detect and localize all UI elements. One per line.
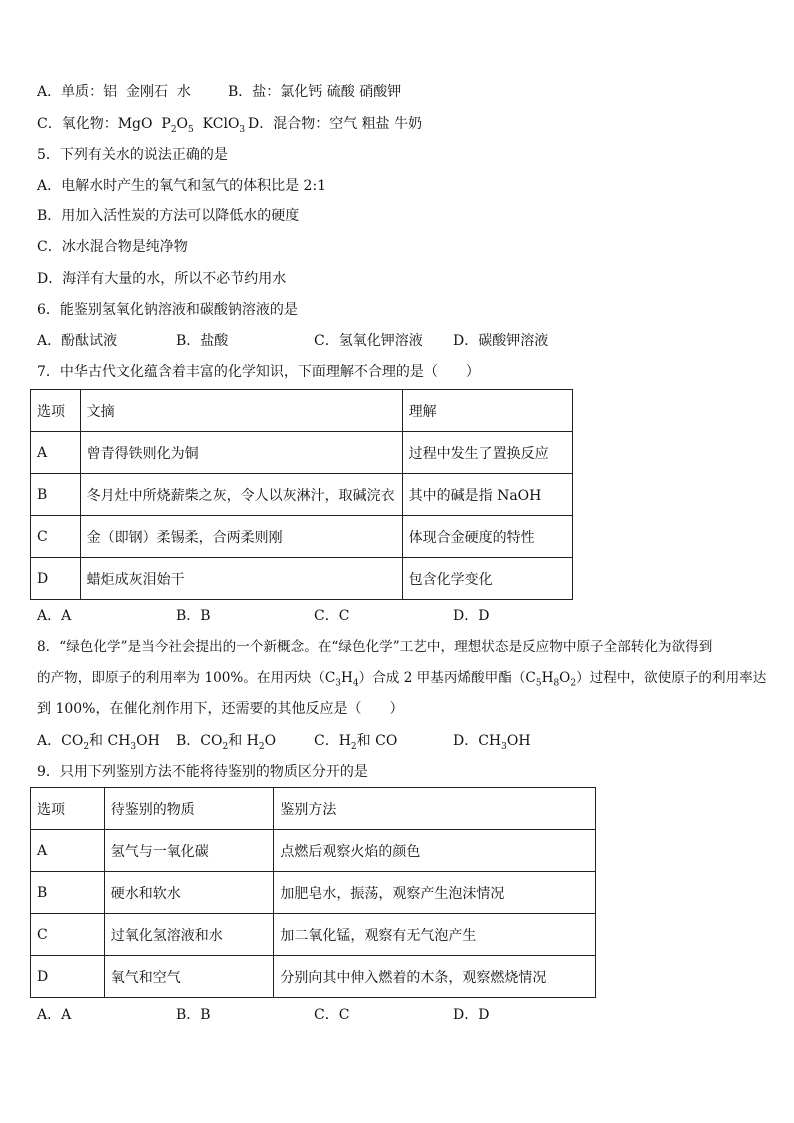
table-header-cell: 待鉴别的物质 (104, 788, 274, 830)
table-cell: 过氧化氢溶液和水 (104, 914, 274, 956)
table-cell: 蜡炬成灰泪始干 (80, 558, 402, 600)
q7-option-b: B．B (176, 608, 211, 624)
table-header-cell: 鉴别方法 (274, 788, 596, 830)
q8-option-c: C．$H_2$和 CO (314, 733, 398, 752)
table-cell: 金（即钢）柔锡柔，合两柔则刚 (80, 516, 402, 558)
table-cell: 氢气与一氧化碳 (104, 830, 274, 872)
q8-line-1: 8．“绿色化学”是当今社会提出的一个新概念。在“绿色化学”工艺中，理想状态是反应物中原子全部转化为欲得到 (37, 639, 713, 655)
table-cell: C (31, 516, 81, 558)
q7-table (30, 389, 573, 600)
table-cell: C (31, 914, 105, 956)
q9-option-b: B．B (176, 1007, 211, 1023)
table-cell: 包含化学变化 (402, 558, 572, 600)
q9-stem: 9．只用下列鉴别方法不能将待鉴别的物质区分开的是 (37, 764, 368, 780)
table-row (31, 830, 596, 872)
table-cell: 曾青得铁则化为铜 (80, 432, 402, 474)
table-header-row (31, 788, 596, 830)
q8-option-b: B．$CO_2$和 $H_2O$ (176, 733, 277, 752)
q6-stem: 6．能鉴别氢氧化钠溶液和碳酸钠溶液的是 (37, 302, 298, 318)
table-row (31, 956, 596, 998)
table-cell: D (31, 956, 105, 998)
table-cell: 氧气和空气 (104, 956, 274, 998)
table-header-cell: 理解 (402, 390, 572, 432)
q5-option-a: A．电解水时产生的氧气和氢气的体积比是 2:1 (37, 178, 327, 194)
table-row (31, 432, 573, 474)
table-cell: 加肥皂水，振荡，观察产生泡沫情况 (274, 872, 596, 914)
table-cell: 过程中发生了置换反应 (402, 432, 572, 474)
table-cell: D (31, 558, 81, 600)
table-cell: 冬月灶中所烧薪柴之灰，令人以灰淋汁，取碱浣衣 (80, 474, 402, 516)
q8-option-d: D．$CH_3OH$ (453, 733, 531, 752)
q4-option-c: C．氧化物：MgO $P_2O_5$ KClO$_3$ (37, 116, 246, 135)
q6-option-c: C．氢氧化钾溶液 (314, 333, 423, 349)
table-row (31, 872, 596, 914)
table-row (31, 474, 573, 516)
q7-option-d: D．D (453, 608, 490, 624)
q5-option-d: D．海洋有大量的水，所以不必节约用水 (37, 271, 287, 287)
q7-stem: 7．中华古代文化蕴含着丰富的化学知识，下面理解不合理的是（ ） (37, 364, 480, 380)
table-row (31, 516, 573, 558)
q6-option-a: A．酚酞试液 (37, 333, 118, 349)
table-cell: 体现合金硬度的特性 (402, 516, 572, 558)
q9-option-d: D．D (453, 1007, 490, 1023)
q6-option-b: B．盐酸 (176, 333, 229, 349)
q7-option-a: A．A (37, 608, 72, 624)
q5-option-b: B．用加入活性炭的方法可以降低水的硬度 (37, 208, 300, 224)
table-cell: 加二氧化锰，观察有无气泡产生 (274, 914, 596, 956)
table-row (31, 914, 596, 956)
table-cell: B (31, 872, 105, 914)
table-header-row (31, 390, 573, 432)
q4-option-b: B．盐：氯化钙 硫酸 硝酸钾 (228, 84, 402, 100)
q9-option-a: A．A (37, 1007, 72, 1023)
q5-stem: 5．下列有关水的说法正确的是 (37, 147, 228, 163)
table-cell: 其中的碱是指 NaOH (402, 474, 572, 516)
table-cell: 分别向其中伸入燃着的木条，观察燃烧情况 (274, 956, 596, 998)
table-cell: A (31, 432, 81, 474)
table-cell: B (31, 474, 81, 516)
q9-table (30, 787, 596, 998)
table-cell: 硬水和软水 (104, 872, 274, 914)
q9-option-c: C．C (314, 1007, 350, 1023)
q5-option-c: C．冰水混合物是纯净物 (37, 239, 188, 255)
q8-line-3: 到 100%，在催化剂作用下，还需要的其他反应是（ ） (37, 701, 404, 717)
q6-option-d: D．碳酸钾溶液 (453, 333, 549, 349)
q8-option-a: A．$CO_2$和 $CH_3OH$ (37, 733, 160, 752)
table-cell: 点燃后观察火焰的颜色 (274, 830, 596, 872)
table-row (31, 558, 573, 600)
q8-line-2: 的产物，即原子的利用率为 100%。在用丙炔$(C_3H_4)$合成 2 甲基丙烯酸甲酯$(C_5H_8O_2)$过程中，欲使原子的利用率达 (37, 670, 767, 689)
table-cell: A (31, 830, 105, 872)
q7-option-c: C．C (314, 608, 350, 624)
table-header-cell: 选项 (31, 390, 81, 432)
table-header-cell: 文摘 (80, 390, 402, 432)
q4-option-a: A．单质：铝 金刚石 水 (37, 84, 191, 100)
table-header-cell: 选项 (31, 788, 105, 830)
q4-option-d: D．混合物：空气 粗盐 牛奶 (248, 116, 423, 132)
